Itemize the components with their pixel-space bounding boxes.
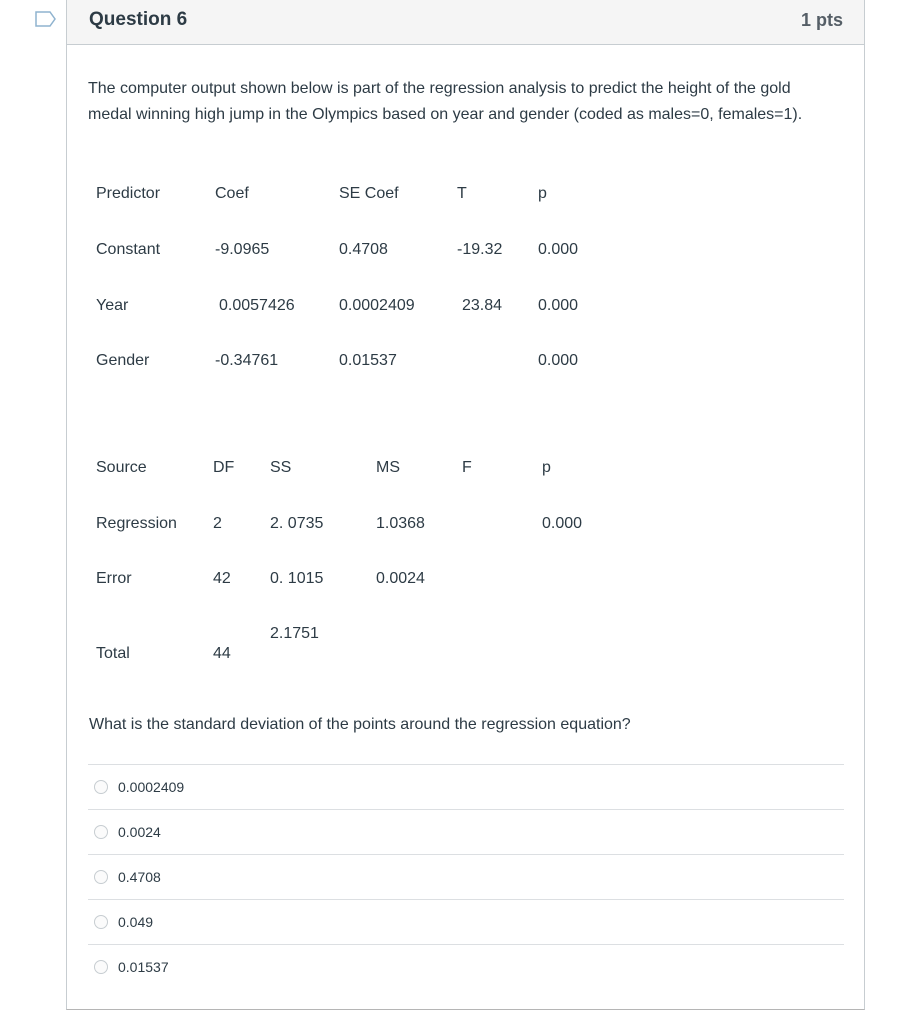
answer-label: 0.049: [118, 914, 154, 930]
coef-cell: 0.0057426: [219, 297, 295, 314]
answer-label: 0.0002409: [118, 779, 185, 795]
coef-cell: 0.000: [538, 241, 579, 258]
coef-cell: 23.84: [462, 297, 503, 314]
radio-unchecked-icon[interactable]: [94, 825, 108, 839]
coef-cell: Gender: [96, 352, 150, 369]
question-prompt: What is the standard deviation of the points around the regression equation?: [89, 716, 631, 733]
anova-cell: 1.0368: [376, 515, 425, 532]
coef-cell: 0.000: [538, 297, 579, 314]
anova-header-p: p: [542, 459, 551, 476]
anova-header-ms: MS: [376, 459, 400, 476]
coef-header-t: T: [457, 185, 467, 202]
answer-option[interactable]: [88, 854, 844, 899]
coef-cell: -9.0965: [215, 241, 270, 258]
anova-cell: 2: [213, 515, 222, 532]
answer-option[interactable]: [88, 944, 844, 989]
anova-header-ss: SS: [270, 459, 292, 476]
coef-cell: -19.32: [457, 241, 503, 258]
question-text: The computer output shown below is part of the regression analysis to predict the height of the gold medal winning high jump in the Olympics based on year and gender (coded as males=0, females=1).: [88, 80, 803, 123]
anova-cell: Regression: [96, 515, 177, 532]
coef-header-predictor: Predictor: [96, 185, 161, 202]
coef-cell: 0.000: [538, 352, 579, 369]
question-card: [66, 0, 865, 1010]
anova-cell: 42: [213, 570, 231, 587]
answer-option[interactable]: [88, 764, 844, 809]
answer-label: 0.01537: [118, 959, 169, 975]
coef-cell: -0.34761: [215, 352, 279, 369]
answer-option[interactable]: [88, 809, 844, 854]
anova-header-source: Source: [96, 459, 147, 476]
anova-cell: 0.0024: [376, 570, 425, 587]
answer-label: 0.4708: [118, 869, 161, 885]
radio-unchecked-icon[interactable]: [94, 960, 108, 974]
question-points: 1 pts: [800, 10, 843, 30]
anova-cell: 0.000: [542, 515, 583, 532]
anova-cell: 44: [213, 645, 231, 662]
anova-cell: 2. 0735: [270, 515, 324, 532]
coef-header-se-coef: SE Coef: [339, 185, 399, 202]
answer-label: 0.0024: [118, 824, 161, 840]
radio-unchecked-icon[interactable]: [94, 780, 108, 794]
radio-unchecked-icon[interactable]: [94, 915, 108, 929]
answer-list: [88, 764, 844, 989]
radio-unchecked-icon[interactable]: [94, 870, 108, 884]
coef-cell: Year: [96, 297, 129, 314]
anova-header-df: DF: [213, 459, 235, 476]
question-title: Question 6: [89, 9, 188, 30]
anova-header-f: F: [462, 459, 472, 476]
anova-cell: 0. 1015: [270, 570, 324, 587]
question-header: [67, 0, 864, 45]
answer-option[interactable]: [88, 899, 844, 944]
coef-cell: Constant: [96, 241, 161, 258]
coef-header-coef: Coef: [215, 185, 249, 202]
flag-question-icon[interactable]: [35, 11, 57, 27]
coef-cell: 0.4708: [339, 241, 388, 258]
coef-cell: 0.0002409: [339, 297, 415, 314]
coef-cell: 0.01537: [339, 352, 397, 369]
anova-cell: Error: [96, 570, 132, 587]
anova-cell: 2.1751: [270, 625, 319, 642]
anova-cell: Total: [96, 645, 130, 662]
coef-header-p: p: [538, 185, 547, 202]
